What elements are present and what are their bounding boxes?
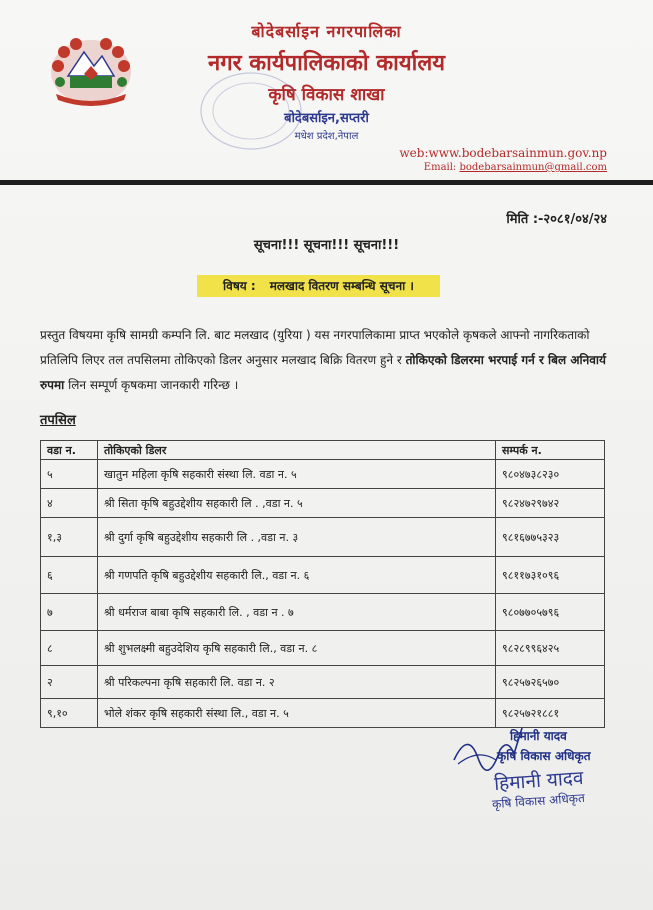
subject-label: विषय : [223, 279, 256, 293]
officer-name: हिमानी यादव [510, 729, 567, 743]
contact-cell: ९८२४७२९७४२ [496, 489, 605, 518]
province-name: मधेश प्रदेश,नेपाल [294, 131, 359, 142]
dealer-cell: श्री परिकल्पना कृषि सहकारी लि. वडा न. २ [98, 666, 496, 699]
dealer-cell: श्री धर्मराज बाबा कृषि सहकारी लि. , वडा न . ७ [98, 594, 496, 631]
table-row [41, 489, 605, 518]
column-ward: वडा न. [41, 441, 98, 460]
stamp-officer-title: कृषि विकास अधिकृत [491, 790, 586, 812]
stamp-officer-name: हिमानी यादव [493, 766, 585, 796]
dealer-cell: श्री शुभलक्ष्मी बहुउदेशिय कृषि सहकारी लि., वडा न. ८ [98, 631, 496, 666]
contact-cell: ९८२५७२६५७० [496, 666, 605, 699]
table-row [41, 557, 605, 594]
column-contact: सम्पर्क न. [496, 441, 605, 460]
email-address: bodebarsainmun@gmail.com [459, 162, 607, 173]
office-name: नगर कार्यपालिकाको कार्यालय [208, 51, 445, 76]
subject-highlight [197, 275, 440, 297]
body-text-1: प्रस्तुत विषयमा कृषि सामग्री कम्पनि लि. बाट मलखाद (युरिया ) यस नगरपालिकामा प्राप्त भएकोले कृषकले आफ्नो नागरिकताको प्रतिलिपि लिएर तल तपसिलमा तोकिएको डिलर अनुसार मलखाद बिक्रि वितरण हुने र [40, 328, 590, 367]
contact-cell: ९८१६७७५३२३ [496, 518, 605, 557]
notice-heading: सूचना!!! सूचना!!! सूचना!!! [253, 238, 400, 253]
ward-cell: ८ [41, 631, 98, 666]
officer-title: कृषि विकास अधिकृत [497, 749, 591, 763]
municipality-name: बोदेबर्साइन नगरपालिका [251, 22, 402, 41]
body-text-2: लिन सम्पूर्ण कृषकमा जानकारी गरिन्छ । [64, 378, 239, 392]
table-row [41, 666, 605, 699]
contact-cell: ९८२८९९६४२५ [496, 631, 605, 666]
office-address: बोदेबर्साइन,सप्तरी [284, 111, 369, 126]
ward-cell: ६ [41, 557, 98, 594]
office-stamp-icon [196, 68, 306, 154]
ward-cell: २ [41, 666, 98, 699]
dealer-cell: श्री सिता कृषि बहुउद्देशीय सहकारी लि . ,वडा न. ५ [98, 489, 496, 518]
body-text-bold: तोकिएको डिलरमा भरपाई गर्न र बिल अनिवार्य रुपमा [40, 353, 606, 392]
table-row [41, 631, 605, 666]
ward-cell: ५ [41, 460, 98, 489]
dealer-table [40, 440, 605, 728]
table-row [41, 594, 605, 631]
dealer-cell: श्री दुर्गा कृषि बहुउद्देशीय सहकारी लि . ,वडा न. ३ [98, 518, 496, 557]
dealer-cell: श्री गणपति कृषि बहुउद्देशीय सहकारी लि., वडा न. ६ [98, 557, 496, 594]
ward-cell: ७ [41, 594, 98, 631]
notice-body [40, 323, 620, 398]
contact-cell: ९८०७७०५७९६ [496, 594, 605, 631]
dealer-cell: खातुन महिला कृषि सहकारी संस्था लि. वडा न. ५ [98, 460, 496, 489]
contact-cell: ९८०४७३८२३० [496, 460, 605, 489]
notice-date: मिति :-२०८१/०४/२४ [506, 212, 607, 227]
column-dealer: तोकिएको डिलर [98, 441, 496, 460]
website-text: web:www.bodebarsainmun.gov.np [399, 146, 607, 160]
ward-cell: ९,१० [41, 699, 98, 728]
contact-cell: ९८११७३१०९६ [496, 557, 605, 594]
table-row [41, 460, 605, 489]
contact-cell: ९८२५७२१८८१ [496, 699, 605, 728]
dealer-cell: भोले शंकर कृषि सहकारी संस्था लि., वडा न. ५ [98, 699, 496, 728]
table-row [41, 518, 605, 557]
header-divider [0, 180, 653, 185]
table-header-row [41, 441, 605, 460]
section-name: कृषि विकास शाखा [268, 85, 385, 105]
email-label: Email: [423, 162, 460, 173]
subject-text: मलखाद वितरण सम्बन्धि सूचना । [269, 279, 414, 293]
email-line [424, 162, 607, 173]
ward-cell: १,३ [41, 518, 98, 557]
details-heading: तपसिल [40, 413, 76, 428]
ward-cell: ४ [41, 489, 98, 518]
